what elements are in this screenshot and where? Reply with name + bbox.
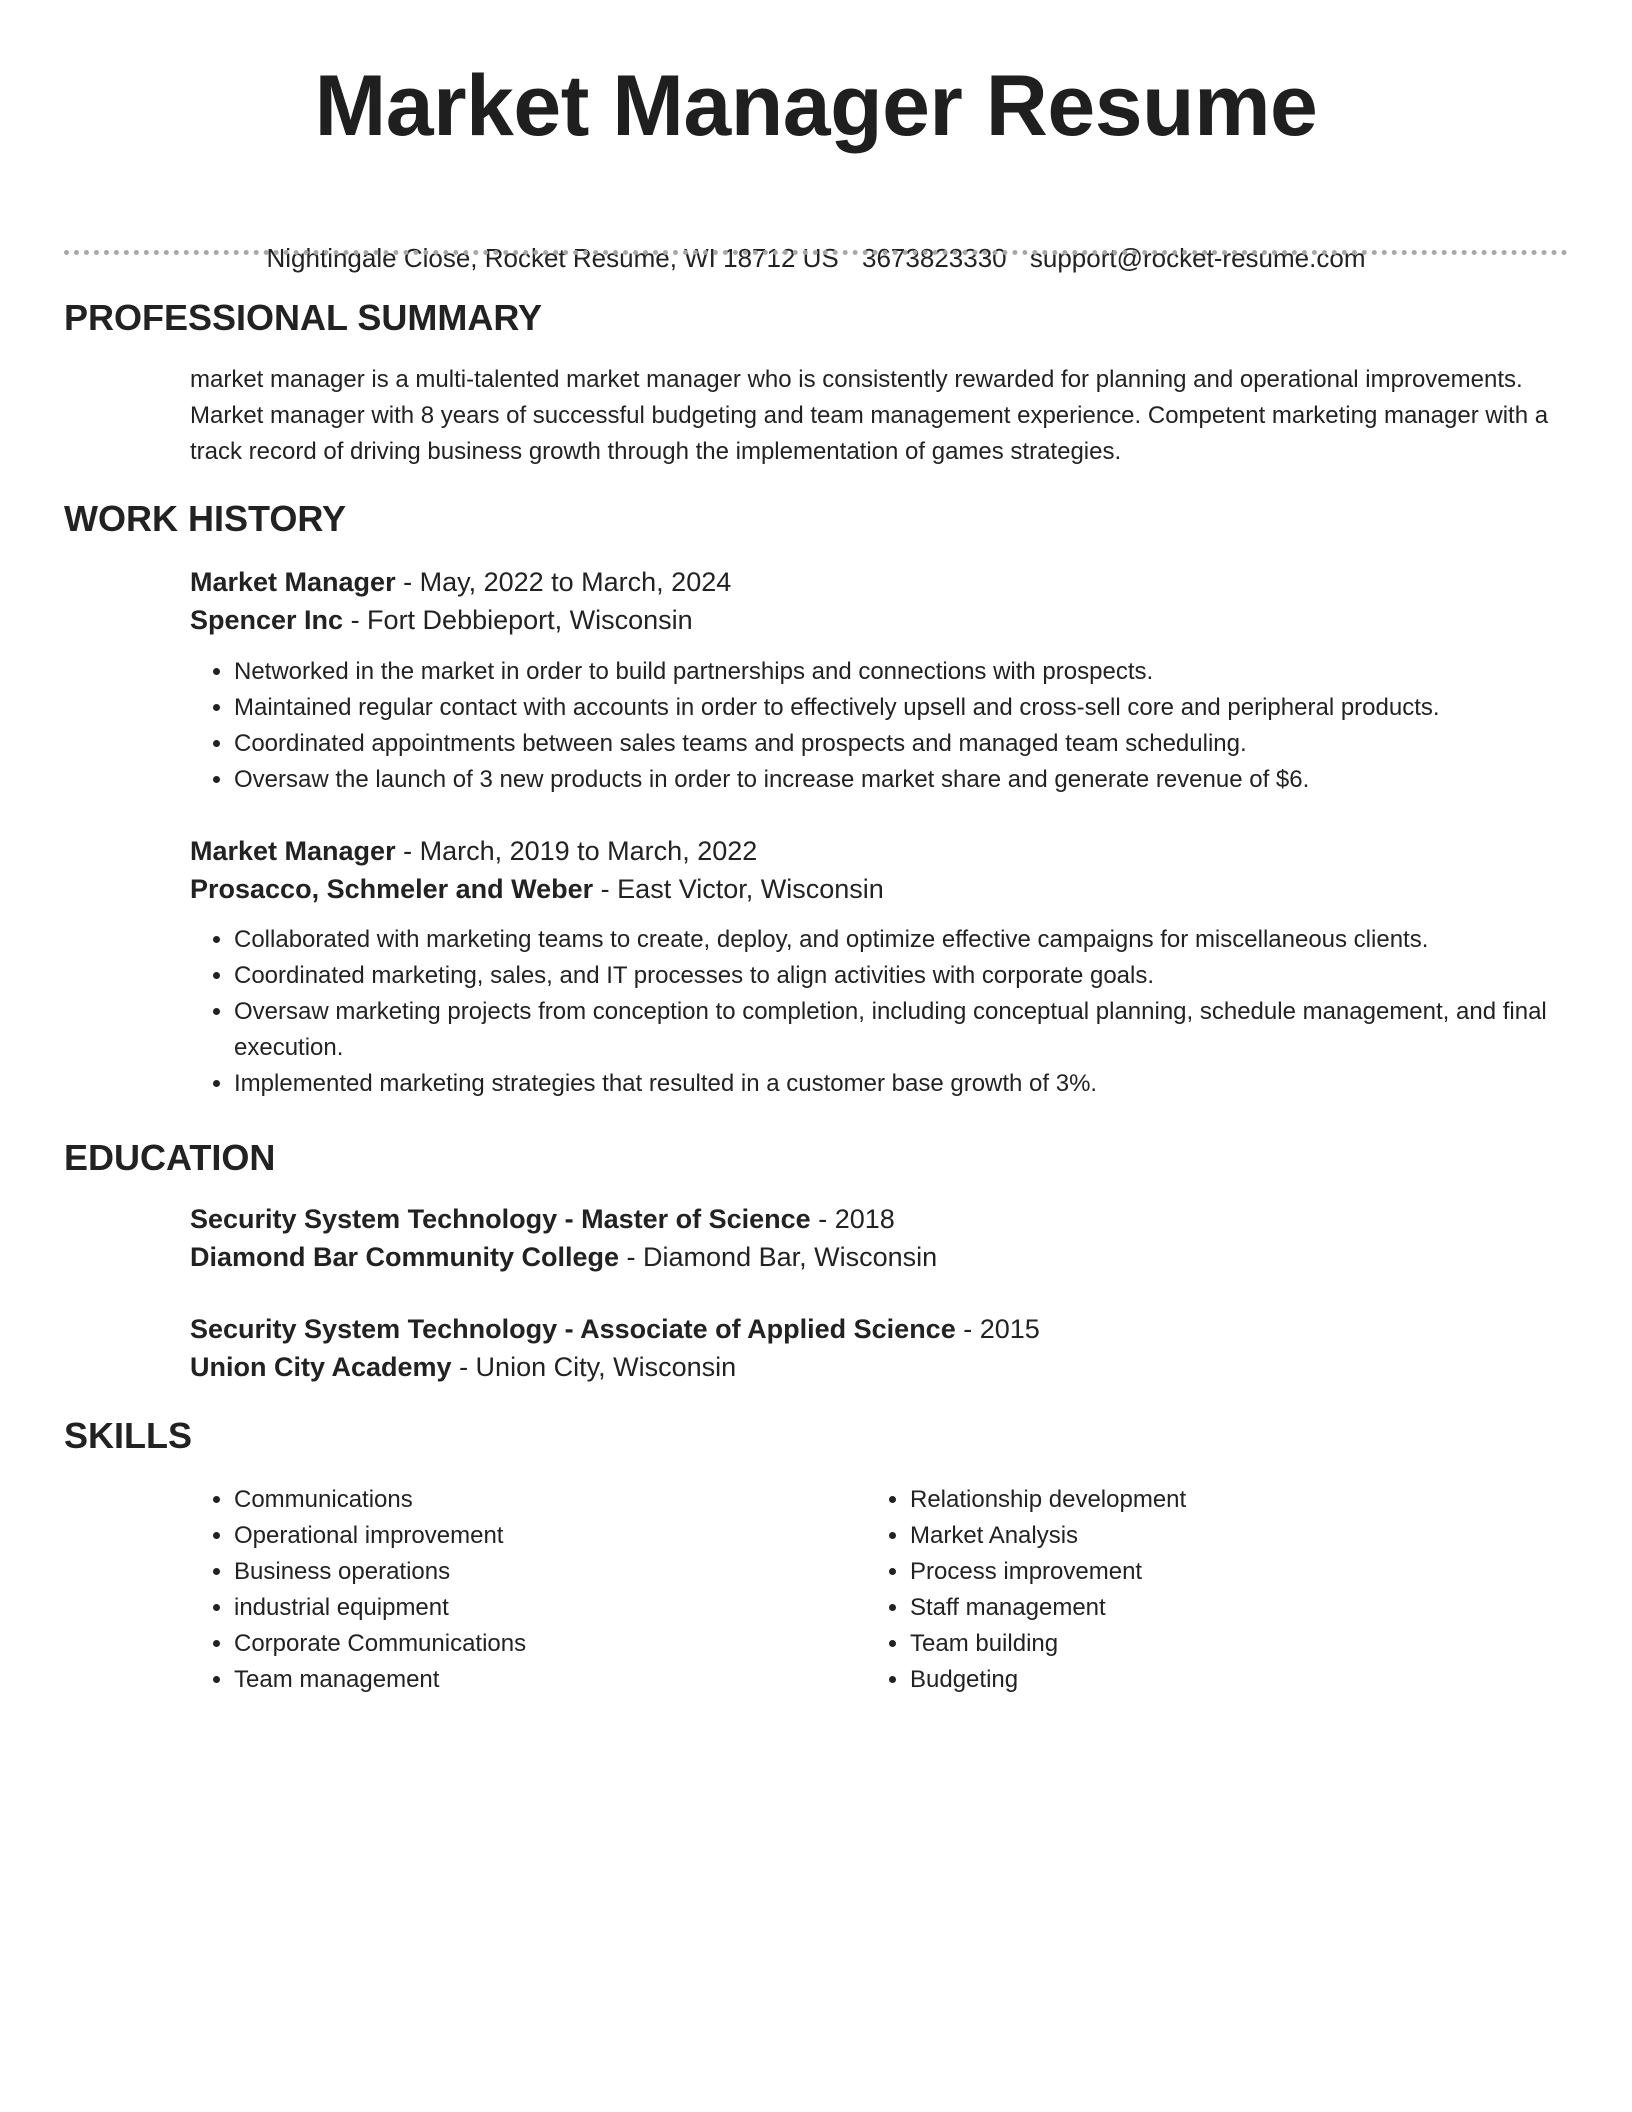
- education-school-line: [190, 1238, 1550, 1276]
- education-location: - Diamond Bar, Wisconsin: [619, 1242, 938, 1272]
- job-title-line: [190, 563, 1550, 601]
- skill-item: • Business operations: [234, 1554, 894, 1590]
- job-dates: - May, 2022 to March, 2024: [395, 567, 732, 597]
- job-bullet: • Oversaw marketing projects from conception to completion, including conceptual planning, schedule management, and final execution.: [234, 994, 1594, 1066]
- job-location: - Fort Debbieport, Wisconsin: [343, 605, 693, 635]
- job-bullet: • Oversaw the launch of 3 new products in order to increase market share and generate revenue of $6.: [234, 762, 1594, 798]
- contact-address: Nightingale Close, Rocket Resume, WI 18712 US: [266, 243, 839, 273]
- job-company: Spencer Inc: [190, 605, 344, 635]
- job-dates: - March, 2019 to March, 2022: [395, 836, 758, 866]
- job-title-line: [190, 832, 1550, 870]
- skill-item: • Process improvement: [910, 1554, 1570, 1590]
- job-company-line: [190, 870, 1550, 908]
- education-degree: Security System Technology - Associate of Applied Science: [190, 1314, 956, 1344]
- education-entry: [190, 1310, 1550, 1386]
- job-bullet: • Coordinated appointments between sales teams and prospects and managed team scheduling.: [234, 726, 1594, 762]
- skills-list-left: [190, 1482, 894, 1698]
- job-bullet: • Collaborated with marketing teams to create, deploy, and optimize effective campaigns for miscellaneous clients.: [234, 922, 1594, 958]
- job-bullet: • Maintained regular contact with accounts in order to effectively upsell and cross-sell core and peripheral products.: [234, 690, 1594, 726]
- skill-item: • Operational improvement: [234, 1518, 894, 1554]
- job-entry: [190, 563, 1550, 639]
- resume-header: [0, 0, 1632, 156]
- contact-line: [0, 238, 1632, 278]
- education-school: Union City Academy: [190, 1352, 452, 1382]
- education-entry: [190, 1200, 1550, 1276]
- job-bullet: • Networked in the market in order to build partnerships and connections with prospects.: [234, 654, 1594, 690]
- job-bullets: [190, 922, 1594, 1102]
- education-year: - 2018: [810, 1204, 895, 1234]
- skill-item: • Team building: [910, 1626, 1570, 1662]
- job-role: Market Manager: [190, 567, 396, 597]
- skills-heading: SKILLS: [64, 1415, 193, 1456]
- skill-item: • Corporate Communications: [234, 1626, 894, 1662]
- job-bullet: • Implemented marketing strategies that resulted in a customer base growth of 3%.: [234, 1066, 1594, 1102]
- skill-item: • Communications: [234, 1482, 894, 1518]
- education-degree-line: [190, 1310, 1550, 1348]
- contact-email: support@rocket-resume.com: [1029, 243, 1366, 273]
- skill-item: • Market Analysis: [910, 1518, 1570, 1554]
- education-year: - 2015: [955, 1314, 1040, 1344]
- education-location: - Union City, Wisconsin: [451, 1352, 737, 1382]
- skill-item: • industrial equipment: [234, 1590, 894, 1626]
- education-degree: Security System Technology - Master of Science: [190, 1204, 811, 1234]
- job-location: - East Victor, Wisconsin: [593, 874, 884, 904]
- contact-phone: 3673823330: [862, 243, 1007, 273]
- skill-item: • Team management: [234, 1662, 894, 1698]
- skill-item: • Relationship development: [910, 1482, 1570, 1518]
- header-divider: [64, 250, 1568, 255]
- skill-item: • Budgeting: [910, 1662, 1570, 1698]
- skill-item: • Staff management: [910, 1590, 1570, 1626]
- skills-list-right: [866, 1482, 1570, 1698]
- resume-title: Market Manager Resume: [314, 58, 1318, 154]
- education-school: Diamond Bar Community College: [190, 1242, 620, 1272]
- summary-text: market manager is a multi-talented market manager who is consistently rewarded for planning and operational improvements. Market manager with 8 years of successful budgeting and team management experience. Competent marketing manager with a track record of driving business growth through the implementation of games strategies.: [190, 366, 1549, 465]
- education-heading: EDUCATION: [64, 1137, 276, 1178]
- job-bullets: [190, 654, 1594, 798]
- summary-heading: PROFESSIONAL SUMMARY: [64, 297, 543, 338]
- job-bullet: • Coordinated marketing, sales, and IT processes to align activities with corporate goals.: [234, 958, 1594, 994]
- education-degree-line: [190, 1200, 1550, 1238]
- education-school-line: [190, 1348, 1550, 1386]
- job-company-line: [190, 601, 1550, 639]
- job-company: Prosacco, Schmeler and Weber: [190, 874, 594, 904]
- work-history-heading: WORK HISTORY: [64, 498, 347, 539]
- job-entry: [190, 832, 1550, 908]
- job-role: Market Manager: [190, 836, 396, 866]
